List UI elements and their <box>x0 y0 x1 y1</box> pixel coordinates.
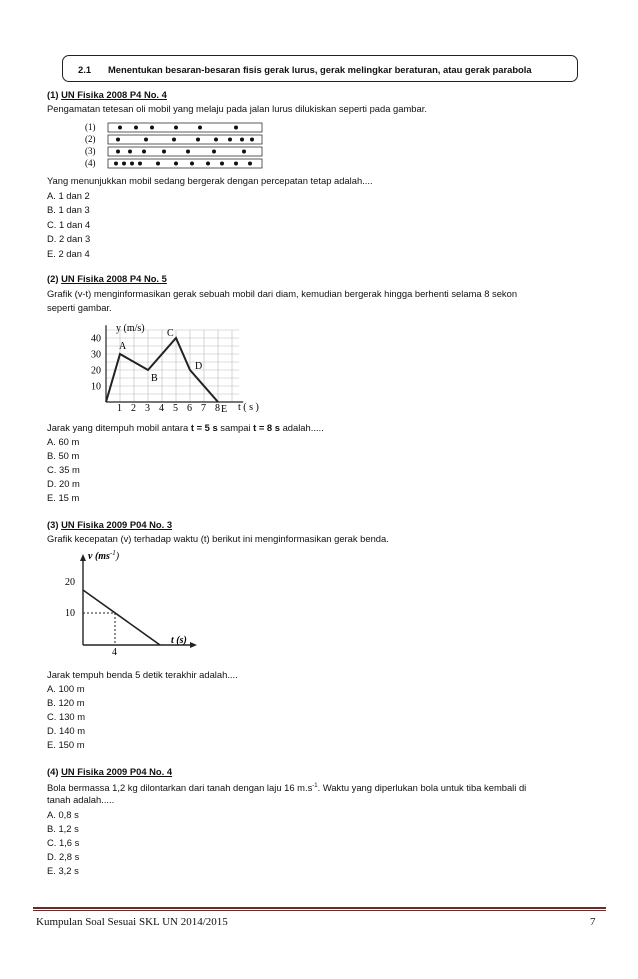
oil-drop <box>248 162 252 166</box>
q2-option-a: A. 60 m <box>47 436 80 447</box>
q3-option-d: D. 140 m <box>47 725 86 736</box>
oil-drop <box>198 126 202 130</box>
chart2-ylabel: v $(ms^{-1})$ <box>88 550 120 562</box>
chart1-xtick: 5 <box>173 403 178 414</box>
oil-drop <box>130 162 134 166</box>
strip-label: (3) <box>85 146 96 156</box>
chart2-ytick-10: 10 <box>65 608 75 619</box>
oil-drop <box>212 150 216 154</box>
q1-option-e: E. 2 dan 4 <box>47 248 90 259</box>
chart2-y-arrow <box>80 554 86 561</box>
topic-number: 2.1 <box>78 64 92 75</box>
q4-option-a: A. 0,8 s <box>47 809 79 820</box>
page-number: 7 <box>590 916 596 928</box>
oil-drop <box>214 138 218 142</box>
q2-option-b: B. 50 m <box>47 450 80 461</box>
oil-drop <box>134 126 138 130</box>
q1-option-a: A. 1 dan 2 <box>47 190 90 201</box>
oil-drop <box>114 162 118 166</box>
q4-option-d: D. 2,8 s <box>47 851 80 862</box>
footer-rule <box>33 907 606 909</box>
chart1-xtick: 4 <box>159 403 164 414</box>
oil-drop <box>186 150 190 154</box>
q4-option-c: C. 1,6 s <box>47 837 80 848</box>
q4-option-e: E. 3,2 s <box>47 865 79 876</box>
topic-title: Menentukan besaran-besaran fisis gerak lurus, gerak melingkar beraturan, atau gerak parabola <box>108 64 532 75</box>
q2-title: (2) UN Fisika 2008 P4 No. 5 <box>47 273 167 284</box>
q3-question: Jarak tempuh benda 5 detik terakhir adalah.... <box>47 669 238 680</box>
q2-question: Jarak yang ditempuh mobil antara t = 5 s sampai t = 8 s adalah..... <box>47 422 324 433</box>
q4-title: (4) UN Fisika 2009 P04 No. 4 <box>47 766 173 777</box>
oil-drop <box>138 162 142 166</box>
q2-text-line2: seperti gambar. <box>47 302 112 313</box>
q1-option-b: B. 1 dan 3 <box>47 204 90 215</box>
chart1-ylabel: y (m/s) <box>116 323 145 334</box>
q1-option-d: D. 2 dan 3 <box>47 233 91 244</box>
oil-drop <box>116 150 120 154</box>
oil-drop <box>156 162 160 166</box>
q2-option-e: E. 15 m <box>47 492 80 503</box>
strip-label: (1) <box>85 122 96 132</box>
oil-drop <box>250 138 254 142</box>
chart2-xlabel: t (s) <box>171 635 187 646</box>
chart1-point-label: A <box>119 341 127 352</box>
q3-text: Grafik kecepatan (v) terhadap waktu (t) berikut ini menginformasikan gerak benda. <box>47 533 389 544</box>
strip-label: (4) <box>85 158 96 168</box>
chart1-xtick: 2 <box>131 403 136 414</box>
q1-title: (1) UN Fisika 2008 P4 No. 4 <box>47 89 167 100</box>
oil-drop <box>240 138 244 142</box>
footer-title: Kumpulan Soal Sesuai SKL UN 2014/2015 <box>36 916 228 928</box>
oil-drop <box>174 162 178 166</box>
strip-frame <box>108 123 262 132</box>
strip-label: (2) <box>85 134 96 144</box>
chart1-ytick: 40 <box>91 333 101 345</box>
chart1-ytick: 10 <box>91 381 101 393</box>
chart1-xtick: 3 <box>145 403 150 414</box>
q4-option-b: B. 1,2 s <box>47 823 79 834</box>
oil-drop <box>174 126 178 130</box>
oil-drop <box>162 150 166 154</box>
q3-option-a: A. 100 m <box>47 683 85 694</box>
vt-chart-2 <box>58 550 208 658</box>
q1-question: Yang menunjukkan mobil sedang bergerak dengan percepatan tetap adalah.... <box>47 175 373 186</box>
chart1-xtick: 8 <box>215 403 220 414</box>
q1-text: Pengamatan tetesan oli mobil yang melaju pada jalan lurus dilukiskan seperti pada gambar. <box>47 103 427 114</box>
q3-option-e: E. 150 m <box>47 739 85 750</box>
chart2-series-line <box>83 590 160 645</box>
chart1-xtick: 7 <box>201 403 206 414</box>
q3-option-b: B. 120 m <box>47 697 85 708</box>
chart2-x-arrow <box>190 642 197 648</box>
q4-text-line1: Bola bermassa 1,2 kg dilontarkan dari tanah dengan laju 16 $m.s^{-1}$. Waktu yang diperlukan bola untuk tiba kembali di <box>47 782 527 794</box>
oil-drop <box>228 138 232 142</box>
oil-drop <box>128 150 132 154</box>
chart1-xtick: 6 <box>187 403 192 414</box>
oil-drop <box>122 162 126 166</box>
oil-drop <box>234 126 238 130</box>
chart1-point-label: E <box>221 404 228 415</box>
footer-rule-thin <box>33 910 606 911</box>
chart1-point-label: D <box>195 361 203 372</box>
q1-option-c: C. 1 dan 4 <box>47 219 91 230</box>
q2-option-c: C. 35 m <box>47 464 80 475</box>
oil-drop <box>142 150 146 154</box>
q3-option-c: C. 130 m <box>47 711 86 722</box>
oil-drop <box>172 138 176 142</box>
chart1-ytick: 20 <box>91 365 101 377</box>
oil-drop <box>118 126 122 130</box>
oil-drop <box>190 162 194 166</box>
oil-drop <box>150 126 154 130</box>
chart2-xtick-4: 4 <box>112 647 117 658</box>
oil-drop <box>116 138 120 142</box>
oil-drop <box>234 162 238 166</box>
strip-frame <box>108 135 262 144</box>
q2-option-d: D. 20 m <box>47 478 80 489</box>
vt-chart-1 <box>82 318 272 418</box>
oil-drop <box>206 162 210 166</box>
chart1-point-label: C <box>167 328 174 339</box>
q4-text-line2: tanah adalah..... <box>47 794 115 805</box>
oil-drop <box>144 138 148 142</box>
chart1-point-label: B <box>151 373 158 384</box>
chart1-xtick: 1 <box>117 403 122 414</box>
chart1-xlabel: t ( s ) <box>238 402 259 413</box>
chart2-ytick-20: 20 <box>65 577 75 588</box>
q2-text-line1: Grafik (v-t) menginformasikan gerak sebuah mobil dari diam, kemudian bergerak hingga berhenti selama 8 sekon <box>47 288 518 299</box>
oil-drop-strips <box>84 119 266 169</box>
oil-drop <box>196 138 200 142</box>
oil-drop <box>220 162 224 166</box>
oil-drop <box>242 150 246 154</box>
q3-title: (3) UN Fisika 2009 P04 No. 3 <box>47 519 173 530</box>
chart1-ytick: 30 <box>91 349 101 361</box>
